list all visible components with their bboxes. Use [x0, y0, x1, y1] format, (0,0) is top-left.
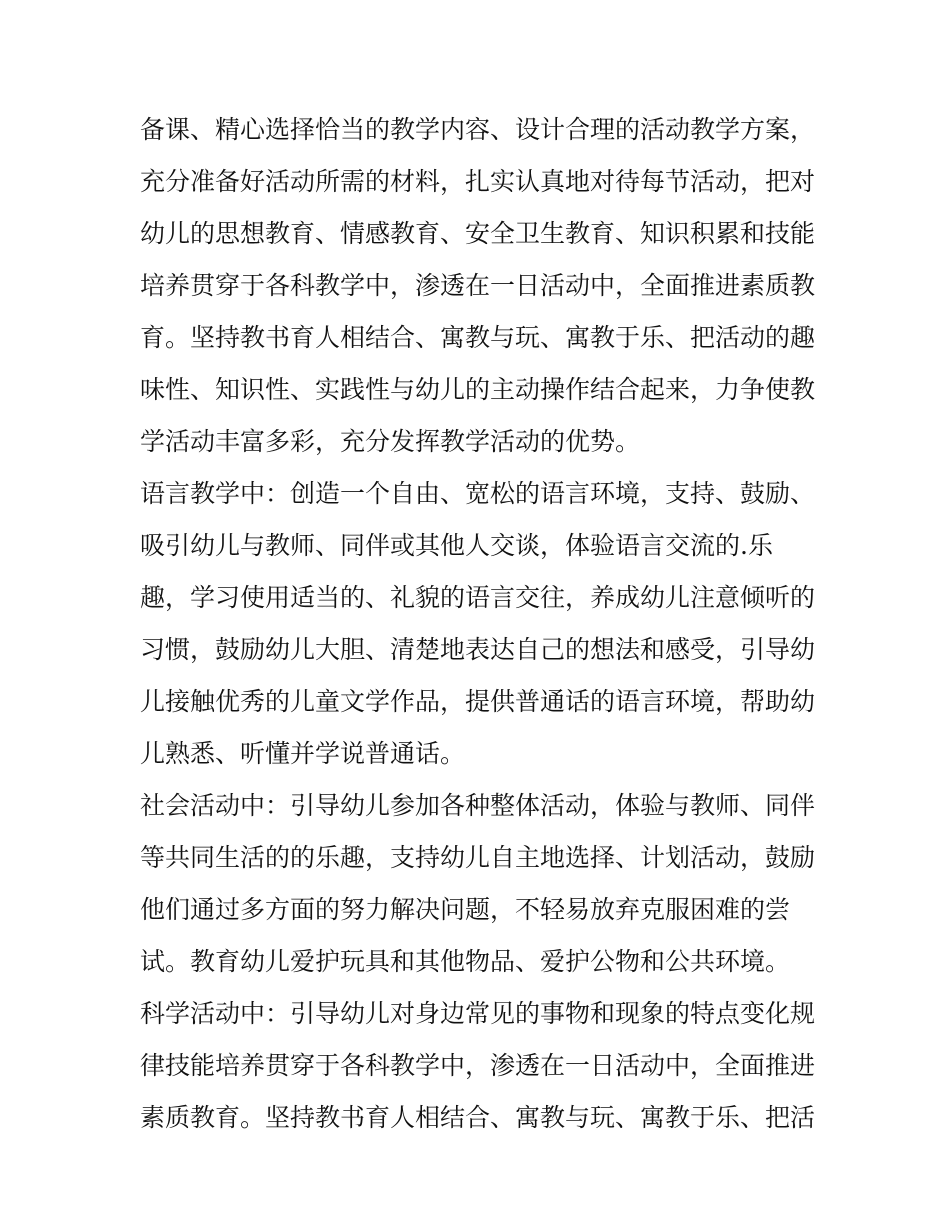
text-line: 律技能培养贯穿于各科教学中，渗透在一日活动中，全面推进 [140, 1051, 816, 1080]
text-line: 吸引幼儿与教师、同伴或其他人交谈，体验语言交流的.乐 [140, 531, 773, 560]
text-line: 素质教育。坚持教书育人相结合、寓教与玩、寓教于乐、把活 [140, 1103, 816, 1132]
text-line: 儿接触优秀的儿童文学作品，提供普通话的语言环境，帮助幼 [140, 687, 816, 716]
text-line: 儿熟悉、听懂并学说普通话。 [140, 739, 466, 768]
text-line: 学活动丰富多彩，充分发挥教学活动的优势。 [140, 427, 641, 456]
text-line: 备课、精心选择恰当的教学内容、设计合理的活动教学方案， [140, 115, 816, 144]
text-line: 社会活动中：引导幼儿参加各种整体活动，体验与教师、同伴 [140, 791, 816, 820]
text-line: 他们通过多方面的努力解决问题，不轻易放弃克服困难的尝 [140, 895, 791, 924]
document-body [140, 104, 820, 1144]
text-line: 培养贯穿于各科教学中，渗透在一日活动中，全面推进素质教 [140, 271, 816, 300]
text-line: 科学活动中：引导幼儿对身边常见的事物和现象的特点变化规 [140, 999, 816, 1028]
text-line: 语言教学中：创造一个自由、宽松的语言环境，支持、鼓励、 [140, 479, 816, 508]
text-line: 充分准备好活动所需的材料，扎实认真地对待每节活动，把对 [140, 167, 816, 196]
text-line: 等共同生活的的乐趣，支持幼儿自主地选择、计划活动，鼓励 [140, 843, 816, 872]
text-line: 幼儿的思想教育、情感教育、安全卫生教育、知识积累和技能 [140, 219, 816, 248]
text-line: 习惯，鼓励幼儿大胆、清楚地表达自己的想法和感受，引导幼 [140, 635, 816, 664]
text-line: 试。教育幼儿爱护玩具和其他物品、爱护公物和公共环境。 [140, 947, 791, 976]
text-line: 味性、知识性、实践性与幼儿的主动操作结合起来，力争使教 [140, 375, 816, 404]
text-line: 育。坚持教书育人相结合、寓教与玩、寓教于乐、把活动的趣 [140, 323, 816, 352]
text-line: 趣，学习使用适当的、礼貌的语言交往，养成幼儿注意倾听的 [140, 583, 816, 612]
